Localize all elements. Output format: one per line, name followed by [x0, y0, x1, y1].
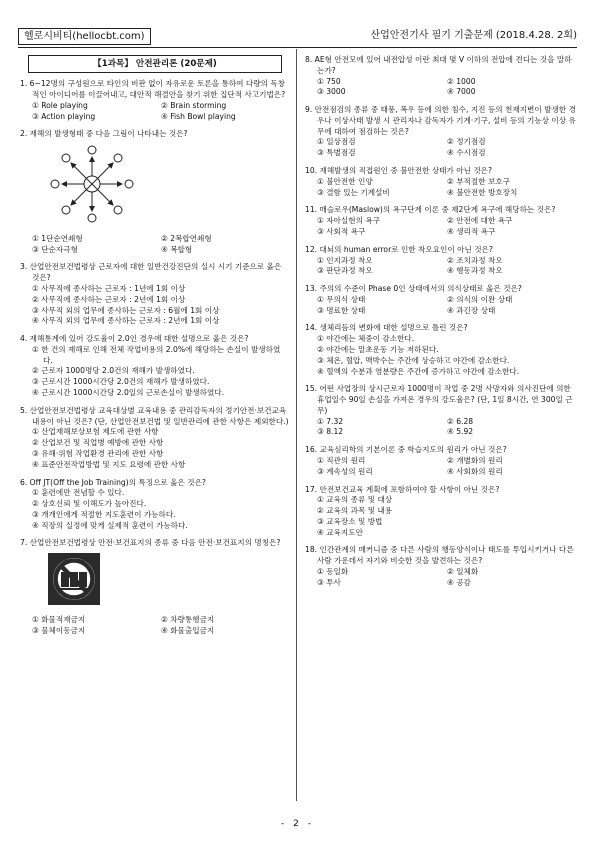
safety-sign-image — [20, 553, 290, 609]
question-stem: 8. AE형 안전모에 있어 내전압성 이란 최대 몇 V 이하의 전압에 견디는 것을 말하는가? — [305, 55, 572, 75]
option-2[interactable]: ② 사무직에 종사하는 근로자 : 2년에 1회 이상 — [32, 294, 186, 304]
question-2 — [20, 129, 290, 255]
question-stem: 18. 인간관계의 매커니즘 중 다른 사람의 행동양식이나 태도를 투입시키거나 다른 사람 가운데서 자기와 비슷한 것을 발견하는 것은? — [305, 545, 574, 566]
question-stem: 12. 대뇌의 human error로 인한 착오요인이 아닌 것은? — [305, 244, 493, 254]
radial-stimulus-diagram — [50, 144, 134, 224]
option-3[interactable]: ③ 사무직 외의 업무에 종사하는 근로자 : 6월에 1회 이상 — [32, 305, 220, 315]
question-1 — [20, 79, 290, 122]
option-3[interactable]: ③ 판단과정 착오 — [317, 266, 373, 276]
option-3[interactable]: ③ Action playing — [32, 111, 96, 121]
question-17 — [305, 485, 577, 539]
option-1[interactable]: ① 무의식 상태 — [317, 294, 366, 304]
question-14 — [305, 323, 577, 377]
option-2[interactable]: ② 개별화의 원리 — [447, 456, 503, 465]
option-2[interactable]: ② 부적절한 보호구 — [447, 176, 510, 186]
question-7 — [20, 538, 290, 636]
section-title: 【1과목】 안전관리론 (20문제) — [28, 55, 282, 73]
question-stem: 4. 재해통계에 있어 강도율이 2.0인 경우에 대한 설명으로 옳은 것은? — [20, 334, 249, 344]
option-2[interactable]: ② Brain storming — [161, 100, 227, 110]
option-2[interactable]: ② 교육의 과목 및 내용 — [317, 506, 393, 516]
option-1[interactable]: ① 사무직에 종사하는 근로자 : 1년에 1회 이상 — [32, 284, 186, 294]
question-stem: 6. Off JT(Off the Job Training)의 특징으로 옳은 것은? — [20, 477, 206, 487]
option-4[interactable]: ④ 5.92 — [447, 427, 474, 437]
question-stem: 5. 산업안전보건법령상 교육대상별 교육내용 중 관리감독자의 정기안전·보건교육 내용이 아닌 것은? (단, 산업안전보건법 및 일반관리에 관한 사항은 제외한다.) — [20, 405, 289, 426]
question-9 — [305, 105, 577, 159]
option-4[interactable]: ④ 화물출입금지 — [161, 625, 215, 635]
exam-title: 산업안전기사 필기 기출문제 (2018.4.28. 2회) — [370, 30, 577, 41]
option-4[interactable]: ④ 복합형 — [161, 244, 193, 254]
option-3[interactable]: ③ 근로시간 1000시간당 2.0건의 재해가 발생하였다. — [32, 377, 210, 387]
option-2[interactable]: ② 일체화 — [447, 567, 479, 577]
option-4[interactable]: ④ 혈액의 수분과 염분량은 주간에 증가하고 야간에 감소한다. — [317, 366, 520, 376]
page-header — [18, 28, 577, 48]
question-stem: 2. 재해의 발생형태 중 다음 그림이 나타내는 것은? — [20, 129, 188, 139]
option-2[interactable]: ② 1000 — [447, 76, 476, 86]
question-stem: 16. 교육심리학의 기본이론 중 학습지도의 원리가 아닌 것은? — [305, 445, 507, 455]
question-3 — [20, 262, 290, 327]
option-1[interactable]: ① 한 건의 재해로 인해 전체 작업비용의 2.0%에 해당하는 손실이 발생하였다. — [32, 344, 281, 365]
option-2[interactable]: ② 2복합연쇄형 — [161, 233, 212, 243]
option-3[interactable]: ③ 물체이동금지 — [32, 625, 86, 635]
option-2[interactable]: ② 상호신뢰 및 이해도가 높아진다. — [32, 499, 147, 509]
header-divider — [18, 47, 577, 48]
question-18 — [305, 545, 577, 588]
option-3[interactable]: ③ 3000 — [317, 87, 346, 97]
option-1[interactable]: ① 1단순연쇄형 — [32, 233, 83, 243]
option-1[interactable]: ① 화물적재금지 — [32, 614, 86, 624]
no-cargo-loading-sign-icon — [48, 553, 100, 605]
right-column — [305, 55, 577, 596]
option-3[interactable]: ③ 계속성의 원리 — [317, 466, 373, 476]
option-4[interactable]: ④ 사무직 외의 업무에 종사하는 근로자 : 2년에 1회 이상 — [32, 316, 220, 326]
left-column — [20, 55, 290, 644]
question-stem: 14. 생체리듬의 변화에 대한 설명으로 틀린 것은? — [305, 323, 468, 333]
option-2[interactable]: ② 안전에 대한 욕구 — [447, 216, 513, 226]
question-stem: 10. 재해발생의 직접원인 중 불안전한 상태가 아닌 것은? — [305, 166, 493, 176]
option-4[interactable]: ④ 행동과정 착오 — [447, 266, 503, 276]
question-stem: 15. 어떤 사업장의 상시근로자 1000명이 작업 중 2명 사망자와 의사진단에 의한 휴업일수 90일 손실을 가져온 경우의 강도율은? (단, 1일 8시간, 연 300일 근무) — [305, 384, 573, 415]
option-3[interactable]: ③ 유해·위험 작업환경 관리에 관한 사항 — [32, 448, 164, 458]
question-stem: 7. 산업안전보건법령상 안전·보건표지의 종류 중 다음 안전·보건표지의 명칭은? — [20, 538, 281, 548]
question-stem: 9. 안전점검의 종류 중 태풍, 폭우 등에 의한 침수, 지진 등의 천재지변이 발생한 경우나 이상사태 발생 시 관리자나 감독자가 기계·기구, 설비 등의 기능상 이상 유무에 대하여 점검하는 것은? — [305, 105, 576, 136]
question-stem: 3. 산업안전보건법령상 근로자에 대한 일반건강진단의 실시 시기 기준으로 옳은 것은? — [20, 262, 282, 283]
option-2[interactable]: ② 정기점검 — [447, 137, 486, 147]
option-4[interactable]: ④ 수시점검 — [447, 148, 486, 158]
page-number: - 2 - — [281, 819, 314, 829]
question-stem: 13. 주의의 수준이 Phase 0인 상태에서의 의식상태로 옳은 것은? — [305, 284, 522, 294]
option-3[interactable]: ③ 개개인에게 적절한 지도훈련이 가능하다. — [32, 509, 176, 519]
option-4[interactable]: ④ 생리적 욕구 — [447, 226, 496, 236]
question-11 — [305, 205, 577, 237]
option-1[interactable]: ① 7.32 — [317, 416, 344, 426]
option-1[interactable]: ① 불안전한 인양 — [317, 176, 373, 186]
option-3[interactable]: ③ 사회적 욕구 — [317, 226, 366, 236]
option-3[interactable]: ③ 특별점검 — [317, 148, 356, 158]
option-1[interactable]: ① 750 — [317, 76, 341, 86]
option-1[interactable]: ① 자아실현의 욕구 — [317, 216, 380, 226]
option-2[interactable]: ② 근로자 1000명당 2.0건의 재해가 발생하였다. — [32, 366, 195, 376]
option-4[interactable]: ④ 불안전한 방호장치 — [447, 187, 518, 197]
option-3[interactable]: ③ 결함 있는 기계설비 — [317, 187, 390, 197]
option-4[interactable]: ④ 근로시간 1000시간당 2.0일의 근로손실이 발생하였다. — [32, 388, 225, 398]
option-4[interactable]: ④ 공감 — [447, 577, 471, 587]
option-4[interactable]: ④ 7000 — [447, 87, 476, 97]
question-13 — [305, 284, 577, 316]
question-6 — [20, 478, 290, 532]
option-3[interactable]: ③ 체온, 혈압, 맥박수는 주간에 상승하고 야간에 감소한다. — [317, 355, 510, 365]
option-4[interactable]: ④ 사회화의 원리 — [447, 466, 503, 476]
option-3[interactable]: ③ 단순자극형 — [32, 244, 78, 254]
option-2[interactable]: ② 6.28 — [447, 416, 474, 426]
accident-pattern-diagram — [20, 144, 290, 228]
site-title[interactable]: 헬로시비티(hellocbt.com) — [18, 28, 151, 45]
option-4[interactable]: ④ 과긴장 상태 — [447, 305, 496, 315]
option-3[interactable]: ③ 8.12 — [317, 427, 344, 437]
option-1[interactable]: ① 직관의 원리 — [317, 456, 366, 465]
option-1[interactable]: ① 교육의 종류 및 대상 — [317, 495, 393, 505]
option-2[interactable]: ② 조치과정 착오 — [447, 255, 503, 265]
option-2[interactable]: ② 의식의 이완 상태 — [447, 294, 513, 304]
option-3[interactable]: ③ 투사 — [317, 577, 341, 587]
option-4[interactable]: ④ 직장의 실정에 맞게 실제적 훈련이 가능하다. — [32, 520, 188, 530]
option-2[interactable]: ② 야간에는 말초운동 기능 저하된다. — [317, 344, 439, 354]
question-stem: 1. 6~12명의 구성원으로 타인의 비판 없이 자유로운 토론을 통하여 다량의 독창적인 아이디어를 이끌어내고, 대안적 해결안을 찾기 위한 집단적 사고기법은? — [20, 79, 286, 99]
column-divider — [296, 49, 297, 801]
option-4[interactable]: ④ Fish Bowl playing — [161, 111, 236, 121]
option-3[interactable]: ③ 교육장소 및 방법 — [317, 516, 383, 526]
question-10 — [305, 166, 577, 198]
question-stem: 11. 매슬로우(Maslow)의 욕구단계 이론 중 제2단계 욕구에 해당하는 것은? — [305, 205, 556, 215]
question-16 — [305, 445, 577, 477]
question-12 — [305, 245, 577, 277]
option-1[interactable]: ① 훈련에만 전념할 수 있다. — [32, 488, 125, 498]
option-1[interactable]: ① 인지과정 착오 — [317, 255, 373, 265]
question-15 — [305, 384, 577, 438]
option-2[interactable]: ② 산업보건 및 직업병 예방에 관한 사항 — [32, 438, 164, 448]
option-4[interactable]: ④ 표준안전작업방법 및 지도 요령에 관한 사항 — [32, 459, 186, 469]
option-1[interactable]: ① 야간에는 체중이 감소한다. — [317, 334, 415, 344]
option-4[interactable]: ④ 교육지도안 — [317, 527, 363, 537]
question-5 — [20, 406, 290, 471]
option-1[interactable]: ① 일상점검 — [317, 137, 356, 147]
question-4 — [20, 334, 290, 399]
option-2[interactable]: ② 차량통행금지 — [161, 614, 215, 624]
option-1[interactable]: ① 동일화 — [317, 567, 349, 577]
question-stem: 17. 안전보건교육 계획에 포함하여야 할 사항이 아닌 것은? — [305, 484, 500, 494]
option-1[interactable]: ① Role playing — [32, 100, 88, 110]
option-3[interactable]: ③ 명료한 상태 — [317, 305, 366, 315]
question-8 — [305, 55, 577, 98]
option-1[interactable]: ① 산업재해보상보험 제도에 관한 사항 — [32, 427, 159, 437]
